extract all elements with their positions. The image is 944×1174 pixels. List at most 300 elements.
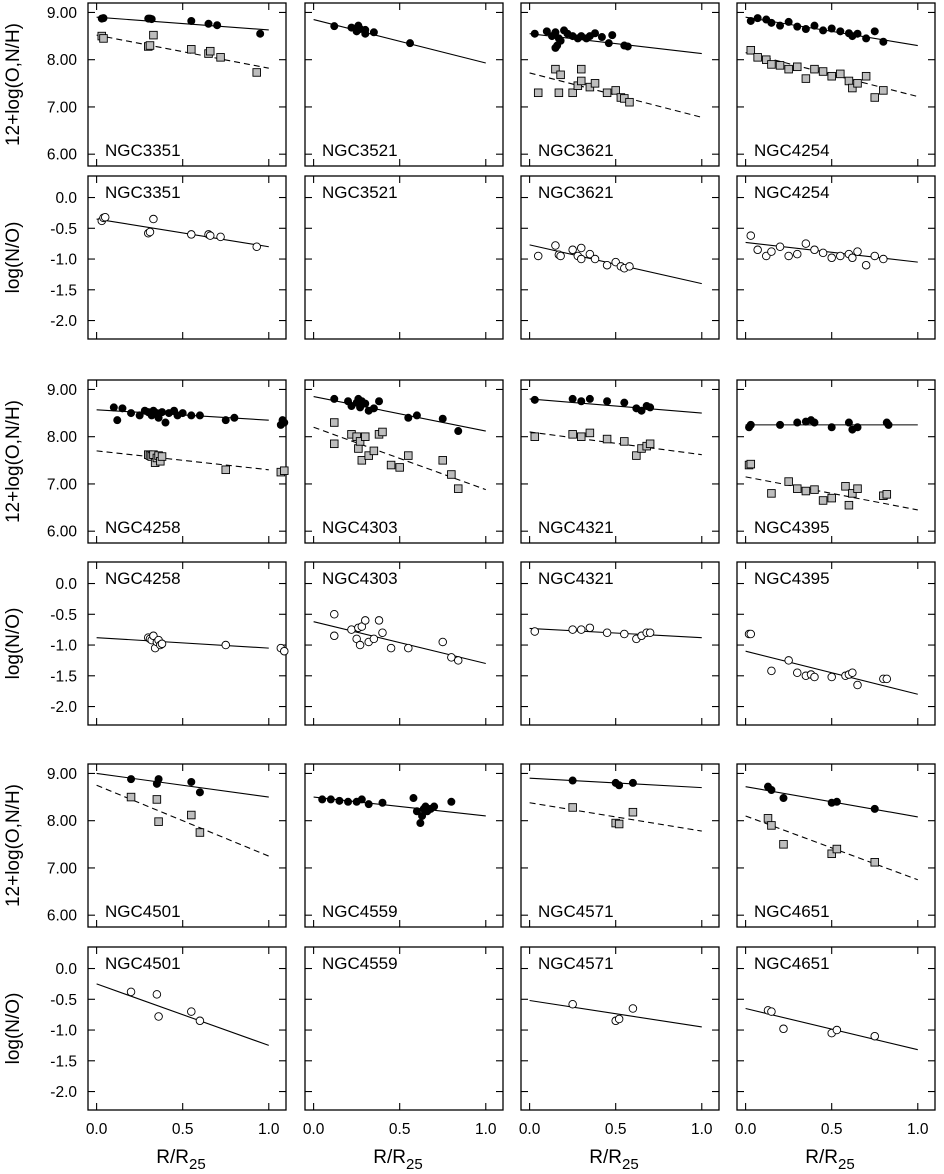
no-point xyxy=(819,249,827,257)
no-fit-line xyxy=(97,219,269,247)
galaxy-label: NGC4559 xyxy=(322,954,398,973)
no-point xyxy=(146,228,154,236)
nh-point xyxy=(577,77,585,85)
panel-no-ngc4559 xyxy=(303,947,503,1138)
oh-point xyxy=(231,414,238,421)
oh-point xyxy=(127,409,134,416)
oh-point xyxy=(222,417,229,424)
oh-point xyxy=(110,404,117,411)
oh-point xyxy=(405,414,412,421)
oh-point xyxy=(885,421,892,428)
no-point xyxy=(405,644,413,652)
y-tick-label: 8.00 xyxy=(46,813,77,831)
galaxy-label: NGC4258 xyxy=(105,569,181,588)
nh-point xyxy=(842,483,850,491)
oh-point xyxy=(609,32,616,39)
oh-point xyxy=(629,779,636,786)
y-tick-label: -1.5 xyxy=(50,1053,77,1071)
y-tick-label: 0.0 xyxy=(55,961,77,979)
oh-point xyxy=(455,427,462,434)
no-point xyxy=(883,675,891,683)
galaxy-label: NGC4571 xyxy=(538,902,614,921)
oh-point xyxy=(828,25,835,32)
oh-point xyxy=(768,786,775,793)
oh-point xyxy=(863,35,870,42)
oh-point xyxy=(410,794,417,801)
no-point xyxy=(880,255,888,263)
oh-point xyxy=(365,801,372,808)
no-point xyxy=(188,231,196,239)
no-point xyxy=(379,629,387,637)
y-tick-label: 9.00 xyxy=(46,4,77,22)
nh-point xyxy=(196,829,204,837)
no-point xyxy=(361,617,369,625)
x-tick-label: 1.0 xyxy=(691,1121,713,1138)
y-tick-label: 6.00 xyxy=(46,523,77,541)
galaxy-label: NGC4303 xyxy=(322,569,398,588)
no-point xyxy=(747,630,755,638)
oh-fit-line xyxy=(530,399,702,413)
no-point xyxy=(768,1008,776,1016)
no-point xyxy=(552,242,560,250)
panel-abund-ngc4501 xyxy=(47,764,286,927)
no-point xyxy=(833,1026,841,1034)
nh-point xyxy=(448,471,456,479)
oh-point xyxy=(591,30,598,37)
oh-point xyxy=(578,398,585,405)
nh-fit-line xyxy=(97,451,269,470)
oh-point xyxy=(362,400,369,407)
no-point xyxy=(776,243,784,251)
nh-point xyxy=(854,80,862,88)
nh-fit-line xyxy=(97,35,269,68)
panel-no-ngc3621 xyxy=(521,176,719,339)
y-tick-label: 8.00 xyxy=(46,52,77,70)
panel-abund-ngc4258 xyxy=(47,380,288,543)
nh-point xyxy=(768,61,776,69)
panel-abund-ngc4395 xyxy=(737,380,935,543)
y-axis-title-abundance: 12+log(O,N/H) xyxy=(3,399,24,524)
nh-point xyxy=(146,42,154,50)
nh-point xyxy=(854,485,862,493)
y-tick-label: -2.0 xyxy=(50,699,77,717)
oh-point xyxy=(647,404,654,411)
oh-point xyxy=(621,399,628,406)
oh-point xyxy=(439,415,446,422)
oh-point xyxy=(802,25,809,32)
nh-point xyxy=(217,54,225,62)
oh-point xyxy=(327,796,334,803)
galaxy-label: NGC4501 xyxy=(105,954,181,973)
panel-abund-ngc4571 xyxy=(521,764,719,927)
oh-point xyxy=(845,419,852,426)
oh-point xyxy=(336,797,343,804)
oh-point xyxy=(196,789,203,796)
oh-point xyxy=(155,776,162,783)
y-tick-label: 7.00 xyxy=(46,476,77,494)
no-point xyxy=(153,991,161,999)
oh-point xyxy=(370,405,377,412)
no-point xyxy=(439,638,447,646)
x-tick-label: 1.0 xyxy=(258,1121,280,1138)
no-fit-line xyxy=(97,984,269,1046)
panel-no-ngc4395 xyxy=(737,562,935,725)
oh-point xyxy=(811,22,818,29)
nh-point xyxy=(603,435,611,443)
y-tick-label: -1.5 xyxy=(50,282,77,300)
x-tick-label: 0.5 xyxy=(388,1121,411,1138)
oh-fit-line xyxy=(97,17,269,30)
oh-point xyxy=(605,40,612,47)
oh-point xyxy=(598,33,605,40)
no-point xyxy=(577,626,585,634)
oh-point xyxy=(871,805,878,812)
x-tick-label: 0.5 xyxy=(604,1121,627,1138)
no-point xyxy=(569,246,577,254)
oh-point xyxy=(196,412,203,419)
nh-point xyxy=(845,77,853,85)
panel-abund-ngc4651 xyxy=(737,764,935,927)
nh-point xyxy=(150,31,158,39)
nh-point xyxy=(100,35,108,43)
no-point xyxy=(603,629,611,637)
oh-fit-line xyxy=(97,773,269,797)
nh-point xyxy=(531,433,539,441)
nh-point xyxy=(845,501,853,509)
x-axis-title: $R/R_{25}$ xyxy=(156,1147,206,1173)
no-point xyxy=(101,213,109,221)
oh-point xyxy=(188,17,195,24)
panel-abund-ngc4321 xyxy=(521,380,719,543)
panel-abund-ngc4303 xyxy=(305,380,503,543)
y-axis-title-no: log(N/O) xyxy=(3,992,24,1065)
no-point xyxy=(785,252,793,260)
oh-point xyxy=(448,798,455,805)
oh-point xyxy=(179,409,186,416)
nh-point xyxy=(837,70,845,78)
nh-point xyxy=(586,429,594,437)
no-fit-line xyxy=(530,628,702,637)
nh-point xyxy=(222,466,230,474)
oh-point xyxy=(158,409,165,416)
no-point xyxy=(621,630,629,638)
nh-point xyxy=(569,89,577,97)
no-point xyxy=(370,635,378,643)
no-point xyxy=(849,669,857,677)
oh-point xyxy=(871,28,878,35)
nh-point xyxy=(621,438,629,446)
nh-point xyxy=(828,72,836,80)
nh-point xyxy=(454,485,462,493)
galaxy-label: NGC4254 xyxy=(754,141,830,160)
nh-point xyxy=(754,54,762,62)
oh-point xyxy=(794,419,801,426)
nh-point xyxy=(871,858,879,866)
nh-point xyxy=(785,478,793,486)
panel-abund-ngc4254 xyxy=(737,3,935,166)
nh-point xyxy=(793,63,801,71)
no-point xyxy=(188,1008,196,1016)
x-axis-title: $R/R_{25}$ xyxy=(805,1147,855,1173)
oh-point xyxy=(811,419,818,426)
nh-point xyxy=(361,433,369,441)
oh-point xyxy=(375,398,382,405)
no-point xyxy=(747,232,755,240)
oh-point xyxy=(406,40,413,47)
no-point xyxy=(793,669,801,677)
oh-point xyxy=(127,776,134,783)
oh-point xyxy=(747,421,754,428)
nh-point xyxy=(802,75,810,83)
oh-point xyxy=(569,777,576,784)
oh-point xyxy=(837,28,844,35)
galaxy-label: NGC4559 xyxy=(322,902,398,921)
y-tick-label: -1.5 xyxy=(50,668,77,686)
nh-point xyxy=(811,486,819,494)
no-point xyxy=(768,667,776,675)
y-tick-label: 0.0 xyxy=(55,190,77,208)
y-tick-label: -0.5 xyxy=(50,606,77,624)
y-tick-label: -0.5 xyxy=(50,220,77,238)
nh-fit-line xyxy=(314,427,486,489)
no-point xyxy=(837,252,845,260)
y-tick-label: 6.00 xyxy=(46,907,77,925)
no-point xyxy=(854,681,862,689)
oh-point xyxy=(776,22,783,29)
no-point xyxy=(356,641,364,649)
no-point xyxy=(754,246,762,254)
galaxy-label: NGC4321 xyxy=(538,518,614,537)
panel-no-ngc4501 xyxy=(50,947,286,1138)
nh-point xyxy=(883,491,891,499)
no-point xyxy=(330,632,338,640)
no-point xyxy=(155,1013,163,1021)
oh-point xyxy=(616,782,623,789)
nh-point xyxy=(188,811,196,819)
nh-point xyxy=(802,487,810,495)
x-tick-label: 0.5 xyxy=(820,1121,843,1138)
no-point xyxy=(854,248,862,256)
y-axis-title-no: log(N/O) xyxy=(3,607,24,680)
no-point xyxy=(569,626,577,634)
oh-point xyxy=(358,796,365,803)
nh-point xyxy=(534,89,542,97)
x-axis-title: $R/R_{25}$ xyxy=(373,1147,423,1173)
galaxy-label: NGC4395 xyxy=(754,569,830,588)
no-point xyxy=(375,617,383,625)
panel-no-ngc3351 xyxy=(50,176,286,339)
nh-point xyxy=(633,452,641,460)
nh-point xyxy=(569,804,577,812)
nh-point xyxy=(747,460,755,468)
oh-point xyxy=(531,30,538,37)
nh-point xyxy=(862,72,870,80)
y-tick-label: 7.00 xyxy=(46,860,77,878)
y-axis-title-abundance: 12+log(O,N/H) xyxy=(3,22,24,147)
galaxy-label: NGC4303 xyxy=(322,518,398,537)
oh-point xyxy=(417,819,424,826)
y-tick-label: 8.00 xyxy=(46,429,77,447)
no-point xyxy=(127,988,135,996)
oh-point xyxy=(257,30,264,37)
nh-point xyxy=(577,433,585,441)
oh-point xyxy=(331,23,338,30)
oh-point xyxy=(431,803,438,810)
no-point xyxy=(280,647,288,655)
y-tick-label: -1.0 xyxy=(50,1022,77,1040)
galaxy-label: NGC3351 xyxy=(105,183,181,202)
panel-abund-ngc3621 xyxy=(521,3,719,166)
oh-fit-line xyxy=(314,397,486,431)
no-point xyxy=(586,624,594,632)
nh-point xyxy=(811,65,819,73)
nh-point xyxy=(206,47,214,55)
nh-point xyxy=(379,428,387,436)
oh-point xyxy=(214,22,221,29)
x-tick-label: 0.0 xyxy=(302,1121,325,1138)
oh-point xyxy=(747,17,754,24)
oh-point xyxy=(785,18,792,25)
nh-point xyxy=(747,46,755,54)
oh-point xyxy=(331,395,338,402)
y-tick-label: -2.0 xyxy=(50,313,77,331)
no-point xyxy=(569,1000,577,1008)
nh-point xyxy=(768,490,776,498)
oh-point xyxy=(569,395,576,402)
no-point xyxy=(557,252,565,260)
no-point xyxy=(780,1025,788,1033)
oh-point xyxy=(379,799,386,806)
x-tick-label: 1.0 xyxy=(475,1121,497,1138)
x-tick-label: 0.5 xyxy=(171,1121,194,1138)
nh-point xyxy=(405,452,413,460)
galaxy-label: NGC4258 xyxy=(105,518,181,537)
nh-point xyxy=(158,453,166,461)
nh-point xyxy=(370,447,378,455)
galaxy-label: NGC4501 xyxy=(105,902,181,921)
oh-point xyxy=(531,396,538,403)
oh-point xyxy=(148,15,155,22)
nh-point xyxy=(785,65,793,73)
nh-point xyxy=(615,820,623,828)
oh-point xyxy=(119,405,126,412)
y-tick-label: 0.0 xyxy=(55,576,77,594)
no-point xyxy=(217,233,225,241)
galaxy-label: NGC4651 xyxy=(754,954,830,973)
nh-point xyxy=(330,440,338,448)
no-point xyxy=(348,626,356,634)
galaxy-label: NGC3521 xyxy=(322,183,398,202)
nh-point xyxy=(155,818,163,826)
galaxy-label: NGC3621 xyxy=(538,183,614,202)
oh-point xyxy=(854,424,861,431)
no-fit-line xyxy=(97,638,269,648)
nh-point xyxy=(871,94,879,102)
nh-point xyxy=(612,87,620,95)
panel-abund-ngc3521 xyxy=(305,3,503,166)
galaxy-label: NGC4651 xyxy=(754,902,830,921)
nh-fit-line xyxy=(97,785,269,856)
x-tick-label: 1.0 xyxy=(907,1121,929,1138)
oh-point xyxy=(362,30,369,37)
nh-point xyxy=(880,87,888,95)
y-tick-label: 7.00 xyxy=(46,99,77,117)
nh-point xyxy=(833,845,841,853)
oh-fit-line xyxy=(314,20,486,63)
no-point xyxy=(849,254,857,262)
x-tick-label: 0.0 xyxy=(518,1121,541,1138)
no-point xyxy=(577,255,585,263)
no-point xyxy=(531,628,539,636)
no-point xyxy=(828,254,836,262)
oh-point xyxy=(413,412,420,419)
nh-point xyxy=(603,89,611,97)
nh-point xyxy=(577,65,585,73)
y-tick-label: -2.0 xyxy=(50,1084,77,1102)
no-point xyxy=(646,629,654,637)
panel-no-ngc3521 xyxy=(305,176,503,339)
oh-point xyxy=(188,778,195,785)
no-point xyxy=(862,261,870,269)
oh-point xyxy=(344,798,351,805)
panel-no-ngc4571 xyxy=(519,947,719,1138)
y-tick-label: 9.00 xyxy=(46,381,77,399)
oh-point xyxy=(586,395,593,402)
no-point xyxy=(534,252,542,260)
oh-point xyxy=(754,15,761,22)
no-point xyxy=(591,255,599,263)
oh-point xyxy=(776,421,783,428)
y-tick-label: -0.5 xyxy=(50,991,77,1009)
oh-point xyxy=(624,43,631,50)
nh-point xyxy=(626,98,634,106)
galaxy-label: NGC3521 xyxy=(322,141,398,160)
no-point xyxy=(802,240,810,248)
oh-point xyxy=(370,29,377,36)
nh-point xyxy=(819,497,827,505)
oh-point xyxy=(828,424,835,431)
panel-no-ngc4303 xyxy=(305,562,503,725)
y-tick-label: -1.0 xyxy=(50,637,77,655)
y-axis-title-no: log(N/O) xyxy=(3,221,24,294)
nh-point xyxy=(439,457,447,465)
no-point xyxy=(158,640,166,648)
galaxy-label: NGC3351 xyxy=(105,141,181,160)
no-point xyxy=(206,232,214,240)
nh-point xyxy=(555,89,563,97)
galaxy-label: NGC3621 xyxy=(538,141,614,160)
nh-point xyxy=(768,822,776,830)
y-tick-label: -1.0 xyxy=(50,251,77,269)
oh-point xyxy=(205,20,212,27)
oh-point xyxy=(833,798,840,805)
nh-point xyxy=(557,71,565,79)
no-point xyxy=(871,252,879,260)
panel-abund-ngc3351 xyxy=(47,3,286,166)
panel-no-ngc4254 xyxy=(737,176,935,339)
no-point xyxy=(871,1032,879,1040)
nh-point xyxy=(127,793,135,801)
nh-point xyxy=(764,815,772,823)
nh-point xyxy=(793,485,801,493)
no-point xyxy=(387,644,395,652)
nh-point xyxy=(253,69,261,77)
oh-point xyxy=(281,419,288,426)
no-point xyxy=(330,610,338,618)
oh-point xyxy=(780,794,787,801)
no-point xyxy=(615,1015,623,1023)
oh-point xyxy=(794,23,801,30)
